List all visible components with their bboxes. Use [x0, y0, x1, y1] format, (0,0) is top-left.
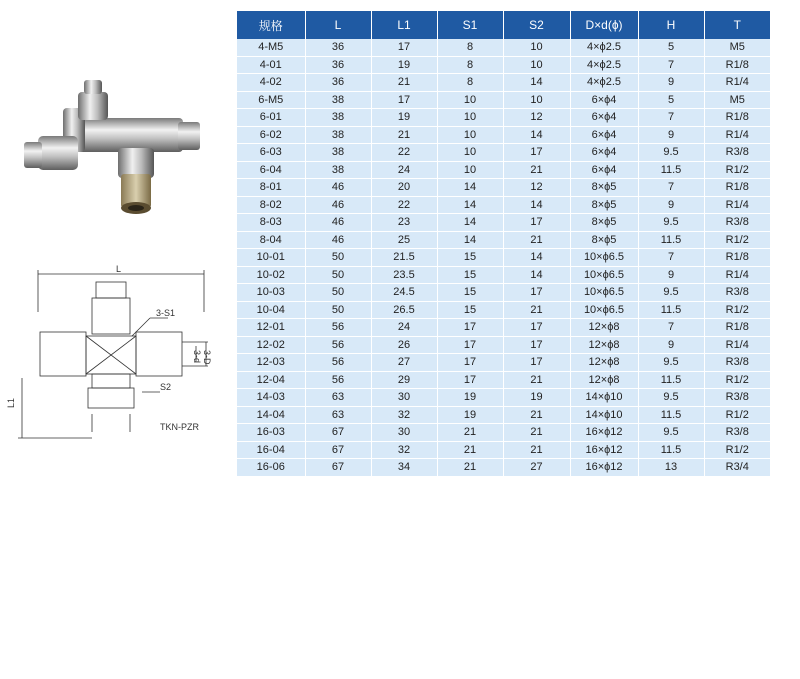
- table-cell: 12×ϕ8: [570, 371, 638, 389]
- table-cell: 6×ϕ4: [570, 144, 638, 162]
- table-row: [237, 91, 770, 109]
- table-cell: 21: [503, 161, 570, 179]
- table-cell: 17: [371, 39, 437, 56]
- table-row: [237, 126, 770, 144]
- table-row: [237, 144, 770, 162]
- table-row: [237, 214, 770, 232]
- table-cell: 20: [371, 179, 437, 197]
- table-cell: 27: [503, 459, 570, 477]
- dim-label-3-s1: 3-S1: [156, 308, 176, 318]
- table-cell: 12: [503, 179, 570, 197]
- table-cell: 17: [437, 319, 503, 337]
- table-cell: 8×ϕ5: [570, 196, 638, 214]
- dim-label-L1: L1: [6, 397, 16, 408]
- table-cell: 26.5: [371, 301, 437, 319]
- table-cell: 46: [305, 231, 371, 249]
- table-cell: 14-03: [237, 389, 305, 407]
- table-cell: 5: [638, 39, 704, 56]
- table-cell: 9.5: [638, 424, 704, 442]
- table-cell: 50: [305, 249, 371, 267]
- dim-label-3-d: 3-d: [192, 350, 202, 364]
- table-cell: 10-01: [237, 249, 305, 267]
- table-cell: 16×ϕ12: [570, 441, 638, 459]
- table-row: [237, 336, 770, 354]
- table-cell: R1/4: [704, 196, 770, 214]
- table-cell: 32: [371, 406, 437, 424]
- dim-label-3-D: 3-D: [202, 350, 212, 365]
- table-cell: 50: [305, 301, 371, 319]
- table-cell: 17: [503, 354, 570, 372]
- table-cell: 6-04: [237, 161, 305, 179]
- table-cell: 9: [638, 126, 704, 144]
- table-cell: 9.5: [638, 284, 704, 302]
- table-cell: 38: [305, 144, 371, 162]
- table-cell: R3/8: [704, 214, 770, 232]
- table-cell: 10: [437, 126, 503, 144]
- table-cell: 9.5: [638, 389, 704, 407]
- table-cell: 19: [371, 109, 437, 127]
- table-cell: 8-01: [237, 179, 305, 197]
- table-cell: 56: [305, 371, 371, 389]
- column-header: 规格: [237, 11, 305, 39]
- table-cell: R3/8: [704, 284, 770, 302]
- table-cell: 9.5: [638, 144, 704, 162]
- table-cell: 46: [305, 179, 371, 197]
- table-row: [237, 109, 770, 127]
- table-cell: 46: [305, 196, 371, 214]
- table-cell: 21: [371, 74, 437, 92]
- table-cell: 16-03: [237, 424, 305, 442]
- table-cell: 22: [371, 144, 437, 162]
- table-cell: 19: [503, 389, 570, 407]
- table-cell: 10: [503, 56, 570, 74]
- table-row: [237, 266, 770, 284]
- table-cell: 13: [638, 459, 704, 477]
- table-cell: 7: [638, 319, 704, 337]
- table-cell: 22: [371, 196, 437, 214]
- table-cell: R3/8: [704, 354, 770, 372]
- table-cell: 16×ϕ12: [570, 424, 638, 442]
- table-cell: 5: [638, 91, 704, 109]
- table-cell: 14: [503, 74, 570, 92]
- table-cell: 6×ϕ4: [570, 126, 638, 144]
- table-cell: 17: [371, 91, 437, 109]
- table-row: [237, 74, 770, 92]
- table-cell: 67: [305, 424, 371, 442]
- table-row: [237, 424, 770, 442]
- table-cell: 15: [437, 284, 503, 302]
- table-row: [237, 249, 770, 267]
- table-cell: R1/4: [704, 336, 770, 354]
- table-cell: 8-02: [237, 196, 305, 214]
- table-header-row: [237, 11, 770, 39]
- table-cell: 17: [437, 336, 503, 354]
- table-cell: 12-04: [237, 371, 305, 389]
- table-cell: 32: [371, 441, 437, 459]
- table-cell: 11.5: [638, 406, 704, 424]
- table-cell: 50: [305, 284, 371, 302]
- table-cell: 8: [437, 39, 503, 56]
- table-cell: M5: [704, 39, 770, 56]
- table-cell: 21: [503, 371, 570, 389]
- table-cell: 10: [437, 161, 503, 179]
- table-row: [237, 389, 770, 407]
- column-header: L: [305, 11, 371, 39]
- table-cell: 21: [437, 459, 503, 477]
- table-cell: 17: [503, 319, 570, 337]
- table-cell: 21: [437, 441, 503, 459]
- table-cell: 8-03: [237, 214, 305, 232]
- table-cell: R1/2: [704, 231, 770, 249]
- table-cell: R1/2: [704, 161, 770, 179]
- table-cell: 6-03: [237, 144, 305, 162]
- table-cell: 21: [503, 231, 570, 249]
- table-cell: R1/8: [704, 109, 770, 127]
- column-header: T: [704, 11, 770, 39]
- table-cell: 10: [437, 91, 503, 109]
- table-row: [237, 301, 770, 319]
- table-cell: 12: [503, 109, 570, 127]
- table-cell: 24: [371, 161, 437, 179]
- table-row: [237, 56, 770, 74]
- table-cell: 21: [503, 406, 570, 424]
- table-cell: 8×ϕ5: [570, 231, 638, 249]
- table-cell: 10×ϕ6.5: [570, 284, 638, 302]
- table-cell: 50: [305, 266, 371, 284]
- table-cell: 36: [305, 56, 371, 74]
- table-cell: 7: [638, 56, 704, 74]
- table-cell: 8-04: [237, 231, 305, 249]
- table-cell: R1/8: [704, 319, 770, 337]
- fitting-body: [24, 80, 200, 214]
- table-cell: 14-04: [237, 406, 305, 424]
- table-cell: 56: [305, 319, 371, 337]
- table-cell: 9.5: [638, 214, 704, 232]
- table-cell: 63: [305, 389, 371, 407]
- table-cell: R1/2: [704, 371, 770, 389]
- table-cell: 7: [638, 179, 704, 197]
- table-cell: 15: [437, 301, 503, 319]
- column-header: S2: [503, 11, 570, 39]
- table-cell: 9: [638, 196, 704, 214]
- table-cell: 8: [437, 56, 503, 74]
- table-cell: 46: [305, 214, 371, 232]
- table-cell: 14: [503, 126, 570, 144]
- table-cell: 6×ϕ4: [570, 161, 638, 179]
- table-row: [237, 39, 770, 56]
- table-cell: R3/8: [704, 144, 770, 162]
- table-cell: 17: [503, 214, 570, 232]
- table-cell: 30: [371, 424, 437, 442]
- table-body: [237, 39, 770, 476]
- table-cell: 6×ϕ4: [570, 109, 638, 127]
- table-row: [237, 284, 770, 302]
- table-row: [237, 406, 770, 424]
- table-cell: 56: [305, 336, 371, 354]
- table-cell: 12×ϕ8: [570, 354, 638, 372]
- table-cell: 26: [371, 336, 437, 354]
- table-cell: 10: [503, 39, 570, 56]
- product-photo: [18, 78, 223, 218]
- table-cell: R3/8: [704, 389, 770, 407]
- table-cell: 11.5: [638, 441, 704, 459]
- table-cell: 14: [503, 249, 570, 267]
- table-cell: 67: [305, 441, 371, 459]
- table-cell: 25: [371, 231, 437, 249]
- table-cell: 10: [437, 109, 503, 127]
- table-cell: 4×ϕ2.5: [570, 74, 638, 92]
- table-cell: 36: [305, 74, 371, 92]
- table-row: [237, 161, 770, 179]
- table-cell: 11.5: [638, 301, 704, 319]
- table-cell: R1/4: [704, 74, 770, 92]
- table-cell: R1/2: [704, 301, 770, 319]
- table-cell: R1/2: [704, 406, 770, 424]
- table-cell: 29: [371, 371, 437, 389]
- table-row: [237, 196, 770, 214]
- table-cell: 19: [437, 406, 503, 424]
- spec-table: [237, 11, 770, 477]
- table-cell: 12-01: [237, 319, 305, 337]
- dim-label-L: L: [116, 264, 122, 274]
- table-cell: 11.5: [638, 161, 704, 179]
- table-cell: 14×ϕ10: [570, 406, 638, 424]
- table-cell: 10-03: [237, 284, 305, 302]
- table-cell: 14: [437, 196, 503, 214]
- table-cell: 10×ϕ6.5: [570, 266, 638, 284]
- table-cell: 10: [437, 144, 503, 162]
- table-row: [237, 179, 770, 197]
- table-cell: 9.5: [638, 354, 704, 372]
- table-cell: 23: [371, 214, 437, 232]
- column-header: S1: [437, 11, 503, 39]
- table-cell: 21.5: [371, 249, 437, 267]
- table-cell: 14: [503, 196, 570, 214]
- table-cell: 27: [371, 354, 437, 372]
- table-cell: 6-M5: [237, 91, 305, 109]
- table-cell: 8×ϕ5: [570, 214, 638, 232]
- table-cell: 7: [638, 109, 704, 127]
- table-row: [237, 459, 770, 477]
- table-cell: 4-02: [237, 74, 305, 92]
- table-cell: 10-04: [237, 301, 305, 319]
- table-cell: 12-03: [237, 354, 305, 372]
- table-cell: 14×ϕ10: [570, 389, 638, 407]
- table-cell: 4-M5: [237, 39, 305, 56]
- table-cell: 24.5: [371, 284, 437, 302]
- table-cell: 12-02: [237, 336, 305, 354]
- table-cell: 10: [503, 91, 570, 109]
- column-header: D×d(ϕ): [570, 11, 638, 39]
- table-cell: 17: [503, 144, 570, 162]
- table-cell: 4×ϕ2.5: [570, 56, 638, 74]
- table-cell: 36: [305, 39, 371, 56]
- table-cell: 15: [437, 249, 503, 267]
- table-cell: 17: [437, 354, 503, 372]
- table-cell: 9: [638, 266, 704, 284]
- table-cell: 12×ϕ8: [570, 319, 638, 337]
- table-cell: 17: [437, 371, 503, 389]
- table-cell: 56: [305, 354, 371, 372]
- table-cell: 9: [638, 74, 704, 92]
- table-cell: 17: [503, 284, 570, 302]
- table-cell: 21: [371, 126, 437, 144]
- table-cell: 4-01: [237, 56, 305, 74]
- table-cell: 63: [305, 406, 371, 424]
- table-cell: R3/4: [704, 459, 770, 477]
- table-cell: M5: [704, 91, 770, 109]
- table-cell: 6×ϕ4: [570, 91, 638, 109]
- table-cell: 24: [371, 319, 437, 337]
- table-cell: R1/4: [704, 126, 770, 144]
- table-cell: 17: [503, 336, 570, 354]
- table-row: [237, 371, 770, 389]
- table-cell: 8: [437, 74, 503, 92]
- technical-drawing: [8, 262, 234, 452]
- table-cell: 67: [305, 459, 371, 477]
- table-cell: 21: [503, 301, 570, 319]
- table-cell: 16-04: [237, 441, 305, 459]
- column-header: L1: [371, 11, 437, 39]
- table-cell: R1/4: [704, 266, 770, 284]
- table-cell: 10-02: [237, 266, 305, 284]
- table-cell: 6-02: [237, 126, 305, 144]
- model-label: TKN-PZR: [160, 422, 199, 432]
- table-cell: 16-06: [237, 459, 305, 477]
- table-cell: 21: [437, 424, 503, 442]
- table-cell: 38: [305, 161, 371, 179]
- table-cell: 34: [371, 459, 437, 477]
- table-cell: 14: [437, 179, 503, 197]
- table-cell: 19: [437, 389, 503, 407]
- table-cell: 30: [371, 389, 437, 407]
- table-cell: 10×ϕ6.5: [570, 301, 638, 319]
- dim-label-s2: S2: [160, 382, 172, 392]
- table-cell: 9: [638, 336, 704, 354]
- table-cell: 38: [305, 126, 371, 144]
- table-cell: 14: [437, 214, 503, 232]
- table-cell: R1/8: [704, 179, 770, 197]
- table-row: [237, 319, 770, 337]
- table-cell: 38: [305, 91, 371, 109]
- table-cell: 7: [638, 249, 704, 267]
- column-header: H: [638, 11, 704, 39]
- table-cell: 21: [503, 441, 570, 459]
- table-cell: R1/8: [704, 249, 770, 267]
- table-cell: R1/2: [704, 441, 770, 459]
- table-cell: 23.5: [371, 266, 437, 284]
- table-cell: R1/8: [704, 56, 770, 74]
- table-cell: 21: [503, 424, 570, 442]
- table-cell: 6-01: [237, 109, 305, 127]
- table-cell: 8×ϕ5: [570, 179, 638, 197]
- table-cell: 15: [437, 266, 503, 284]
- table-row: [237, 441, 770, 459]
- table-cell: 14: [437, 231, 503, 249]
- table-cell: 4×ϕ2.5: [570, 39, 638, 56]
- table-cell: 10×ϕ6.5: [570, 249, 638, 267]
- table-cell: 11.5: [638, 231, 704, 249]
- table-cell: 11.5: [638, 371, 704, 389]
- table-row: [237, 354, 770, 372]
- table-cell: 16×ϕ12: [570, 459, 638, 477]
- table-row: [237, 231, 770, 249]
- table-cell: 38: [305, 109, 371, 127]
- table-cell: 14: [503, 266, 570, 284]
- table-cell: R3/8: [704, 424, 770, 442]
- table-cell: 12×ϕ8: [570, 336, 638, 354]
- table-cell: 19: [371, 56, 437, 74]
